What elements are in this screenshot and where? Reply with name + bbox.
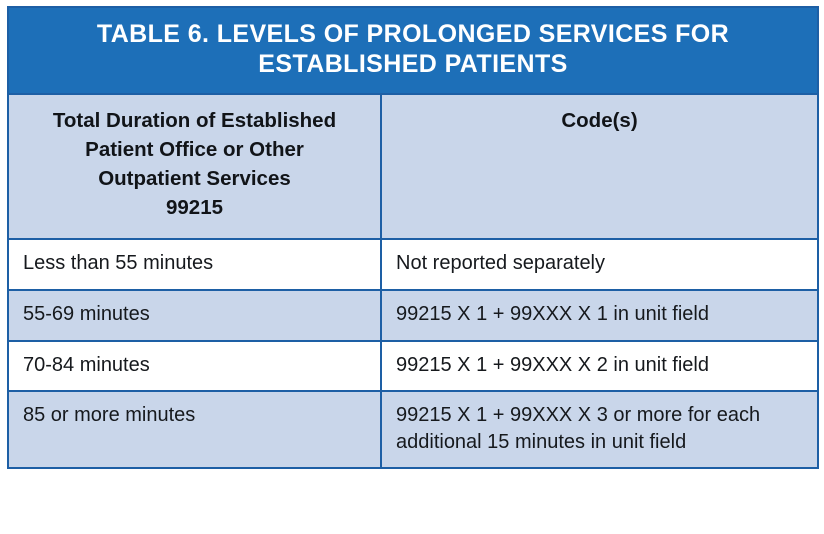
column-header-duration — [8, 94, 381, 239]
table-header-row — [8, 94, 818, 239]
row-code: 99215 X 1 + 99XXX X 3 or more for each additional 15 minutes in unit field — [381, 391, 818, 468]
table-row — [8, 391, 818, 468]
row-duration: 70-84 minutes — [8, 341, 381, 392]
row-duration: Less than 55 minutes — [8, 239, 381, 290]
column-header-duration-code: 99215 — [165, 196, 223, 220]
row-code: 99215 X 1 + 99XXX X 2 in unit field — [381, 341, 818, 392]
column-header-duration-line3: Outpatient Services — [98, 167, 291, 191]
table-body — [8, 239, 818, 468]
table-row — [8, 290, 818, 341]
column-header-duration-line1: Total Duration of Established — [52, 109, 337, 132]
row-duration: 55-69 minutes — [8, 290, 381, 341]
table-title-row — [8, 7, 818, 94]
table-title: TABLE 6. LEVELS OF PROLONGED SERVICES FOR ESTABLISHED PATIENTS — [8, 7, 818, 94]
row-code: 99215 X 1 + 99XXX X 1 in unit field — [381, 290, 818, 341]
row-code: Not reported separately — [381, 239, 818, 290]
row-duration: 85 or more minutes — [8, 391, 381, 468]
prolonged-services-table — [7, 6, 819, 469]
column-header-codes: Code(s) — [381, 94, 818, 239]
table-row — [8, 341, 818, 392]
column-header-duration-line2: Patient Office or Other — [85, 138, 304, 162]
table-row — [8, 239, 818, 290]
